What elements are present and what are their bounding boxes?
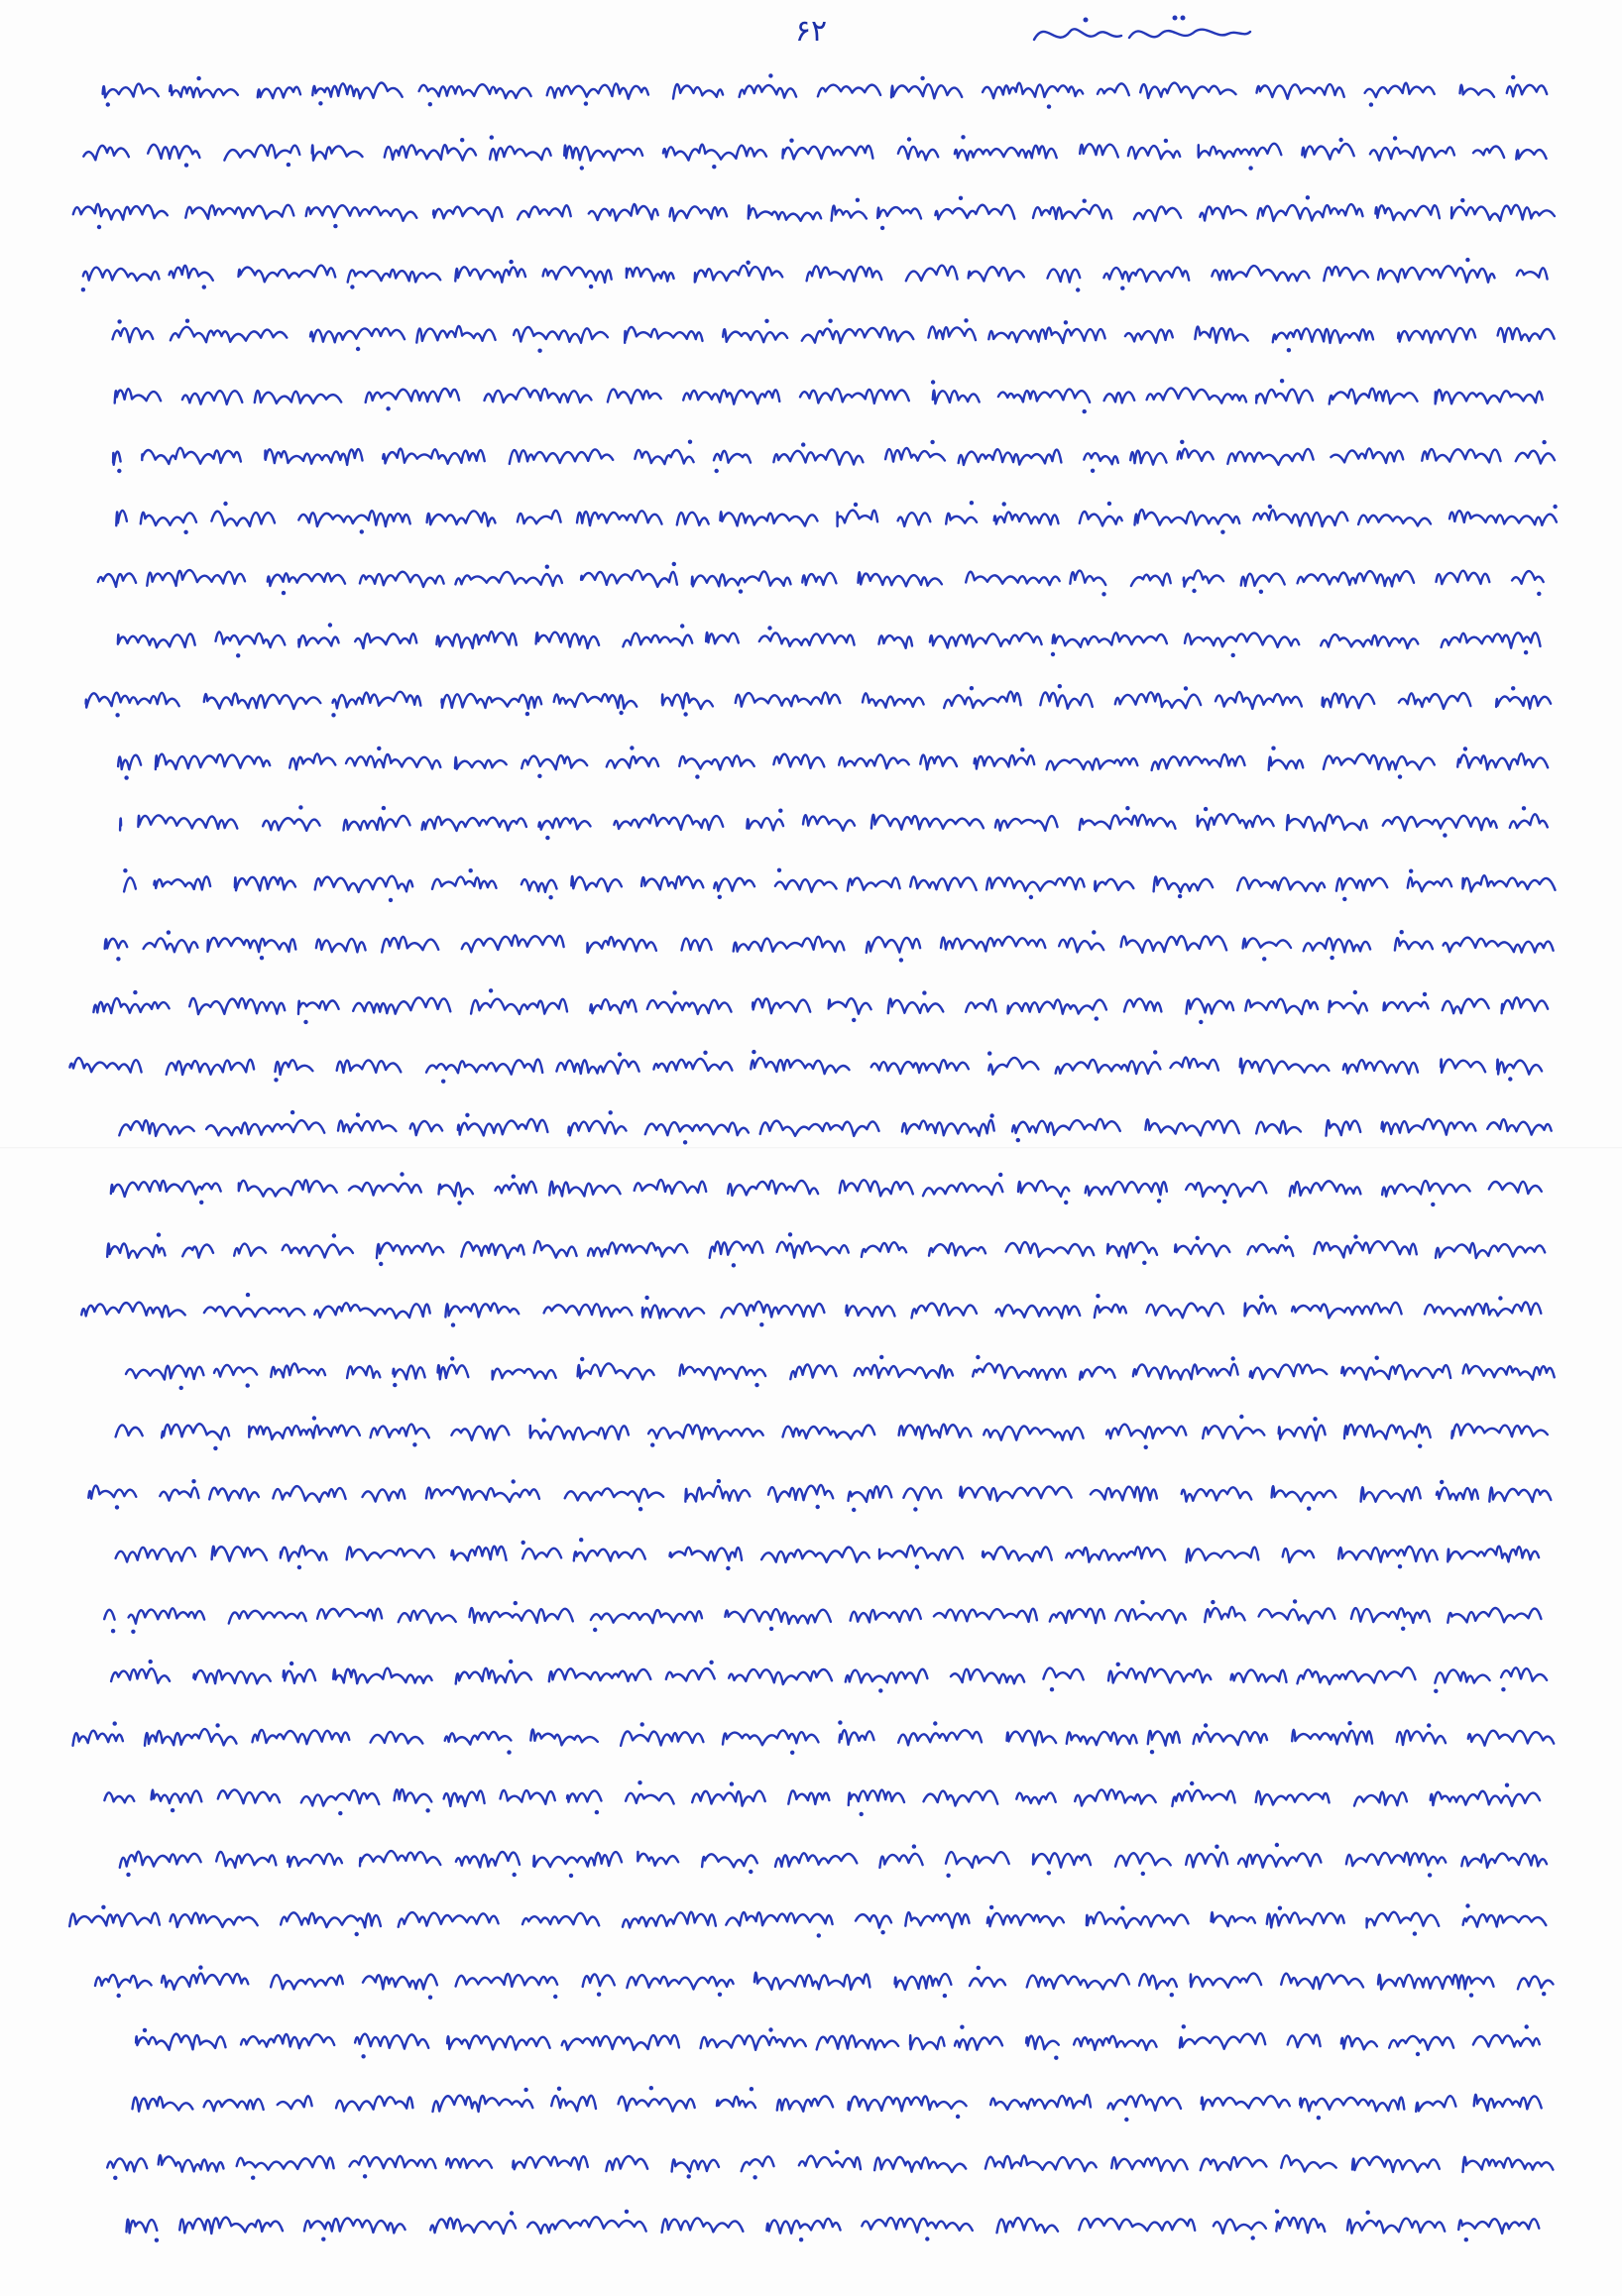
handwriting-stroke bbox=[59, 2020, 1566, 2060]
handwritten-line bbox=[59, 1594, 1566, 1634]
handwritten-line bbox=[59, 435, 1566, 475]
handwritten-line bbox=[59, 497, 1566, 536]
handwritten-line bbox=[59, 1838, 1566, 1878]
handwritten-line bbox=[59, 801, 1566, 841]
handwriting-stroke bbox=[59, 1777, 1566, 1816]
handwritten-line bbox=[59, 862, 1566, 902]
author-name-scribble bbox=[1026, 10, 1254, 56]
handwriting-stroke bbox=[59, 1716, 1566, 1756]
handwriting-stroke bbox=[59, 1350, 1566, 1390]
handwriting-stroke bbox=[59, 557, 1566, 597]
handwriting-stroke bbox=[59, 1411, 1566, 1450]
handwriting-stroke bbox=[59, 1167, 1566, 1206]
handwriting-stroke bbox=[59, 1472, 1566, 1512]
handwritten-line bbox=[59, 253, 1566, 292]
handwritten-line bbox=[59, 1350, 1566, 1390]
handwriting-stroke bbox=[59, 923, 1566, 963]
handwritten-line bbox=[59, 2204, 1566, 2243]
handwriting-stroke bbox=[59, 679, 1566, 719]
handwriting-stroke bbox=[59, 741, 1566, 780]
handwriting-stroke bbox=[59, 69, 1566, 109]
handwriting-stroke bbox=[59, 313, 1566, 353]
handwritten-line bbox=[59, 313, 1566, 353]
handwritten-line bbox=[59, 1533, 1566, 1572]
handwriting-stroke bbox=[59, 1228, 1566, 1268]
handwritten-line bbox=[59, 131, 1566, 171]
handwritten-line bbox=[59, 1228, 1566, 1268]
handwritten-line bbox=[59, 741, 1566, 780]
handwritten-line bbox=[59, 1716, 1566, 1756]
handwriting-stroke bbox=[59, 131, 1566, 171]
handwriting-stroke bbox=[59, 1106, 1566, 1146]
handwritten-line bbox=[59, 375, 1566, 414]
handwritten-line bbox=[59, 2020, 1566, 2060]
handwriting-stroke bbox=[59, 1898, 1566, 1938]
handwriting-stroke bbox=[59, 435, 1566, 475]
handwritten-line bbox=[59, 1655, 1566, 1694]
handwritten-line bbox=[59, 1411, 1566, 1450]
handwritten-text-block bbox=[59, 69, 1566, 2290]
author-name-handwritten bbox=[1026, 10, 1254, 56]
handwriting-stroke bbox=[59, 862, 1566, 902]
handwritten-line bbox=[59, 69, 1566, 109]
handwriting-stroke bbox=[59, 1533, 1566, 1572]
handwritten-line bbox=[59, 984, 1566, 1024]
handwritten-line bbox=[59, 923, 1566, 963]
handwritten-line bbox=[59, 1960, 1566, 2000]
handwriting-stroke bbox=[59, 1838, 1566, 1878]
handwritten-line bbox=[59, 1167, 1566, 1206]
handwritten-line bbox=[59, 2142, 1566, 2182]
handwriting-stroke bbox=[59, 253, 1566, 292]
handwriting-stroke bbox=[59, 1289, 1566, 1328]
handwriting-stroke bbox=[59, 2204, 1566, 2243]
handwritten-line bbox=[59, 619, 1566, 658]
handwritten-line bbox=[59, 1045, 1566, 1085]
handwriting-stroke bbox=[59, 1045, 1566, 1085]
handwritten-line bbox=[59, 1106, 1566, 1146]
handwritten-line bbox=[59, 557, 1566, 597]
handwriting-stroke bbox=[59, 1594, 1566, 1634]
handwritten-line bbox=[59, 1898, 1566, 1938]
handwritten-line bbox=[59, 1289, 1566, 1328]
handwritten-line bbox=[59, 2082, 1566, 2122]
handwritten-line bbox=[59, 1777, 1566, 1816]
handwriting-stroke bbox=[59, 619, 1566, 658]
handwriting-stroke bbox=[59, 984, 1566, 1024]
handwriting-stroke bbox=[59, 801, 1566, 841]
handwritten-line bbox=[59, 1472, 1566, 1512]
handwriting-stroke bbox=[59, 1655, 1566, 1694]
handwriting-stroke bbox=[59, 2142, 1566, 2182]
handwritten-line bbox=[59, 191, 1566, 231]
handwriting-stroke bbox=[59, 497, 1566, 536]
handwriting-stroke bbox=[59, 375, 1566, 414]
handwriting-stroke bbox=[59, 191, 1566, 231]
handwritten-line bbox=[59, 679, 1566, 719]
handwriting-stroke bbox=[59, 2082, 1566, 2122]
handwriting-stroke bbox=[59, 1960, 1566, 2000]
page-number: ۶۲ bbox=[794, 14, 828, 49]
